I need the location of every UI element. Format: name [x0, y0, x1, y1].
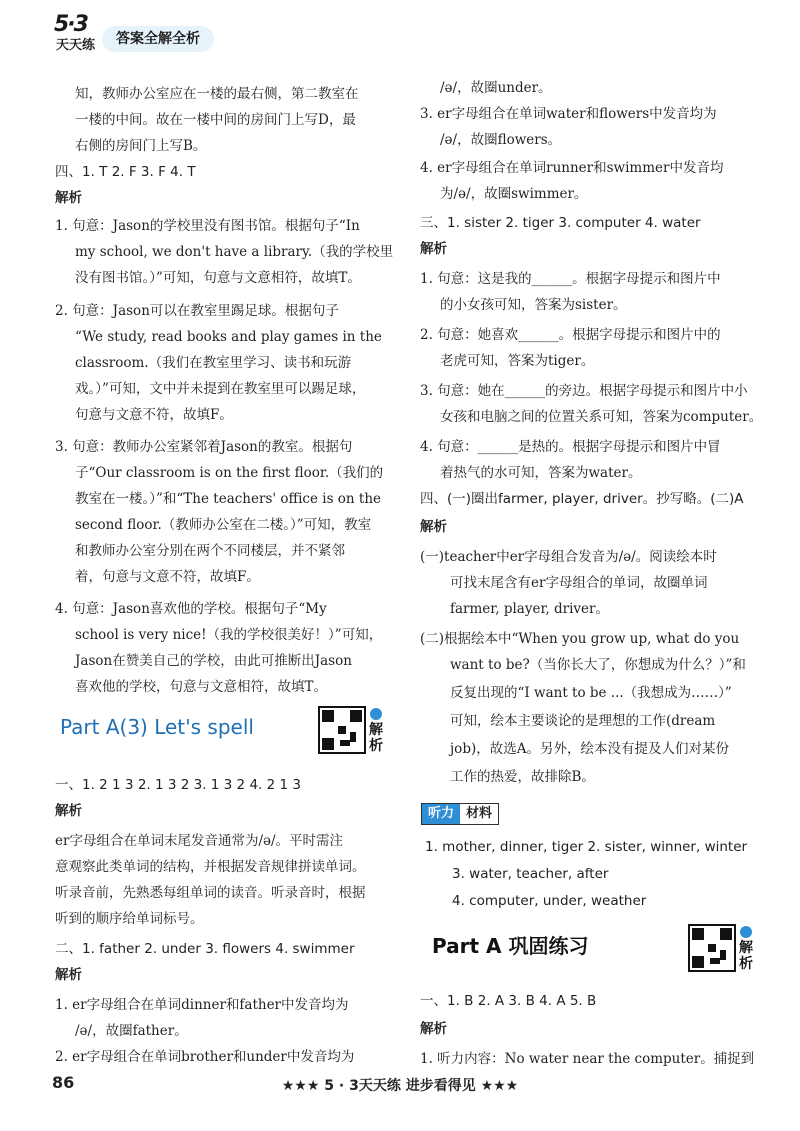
text-line: 解析: [55, 803, 82, 819]
text-line: 女孩和电脑之间的位置关系可知，答案为computer。: [440, 409, 763, 425]
text-line: 2. 句意：Jason可以在教室里踢足球。根据句子: [55, 303, 339, 319]
text-line: 3. 句意：她在______的旁边。根据字母提示和图片中小: [420, 383, 748, 399]
qr-code-icon[interactable]: [688, 924, 736, 972]
text-line: 4. 句意：Jason喜欢他的学校。根据句子“My: [55, 601, 327, 617]
text-line: 二、1. father 2. under 3. flowers 4. swimmer: [55, 941, 355, 957]
text-line: 子“Our classroom is on the first floor.（我们的: [75, 465, 384, 481]
text-line: “We study, read books and play games in the: [75, 329, 382, 345]
text-line: 和教师办公室分别在两个不同楼层，并不紧邻: [75, 543, 345, 559]
text-line: 四、1. T 2. F 3. F 4. T: [55, 164, 196, 180]
text-line: 没有图书馆。）”可知，句意与文意相符，故填T。: [75, 270, 361, 286]
text-line: farmer, player, driver。: [450, 601, 610, 617]
text-line: (一)teacher中er字母组合发音为/ə/。阅读绘本时: [420, 549, 717, 565]
text-line: my school, we don't have a library.（我的学校里: [75, 244, 394, 260]
qr-label: 解析: [739, 940, 753, 972]
text-line: 1. 句意：Jason的学校里没有图书馆。根据句子“In: [55, 218, 360, 234]
tag-material: 材料: [460, 804, 498, 824]
header-title: 答案全解全析: [102, 26, 214, 52]
qr-label: 解析: [369, 722, 383, 754]
logo-top: 5·3: [54, 12, 87, 37]
text-line: 1. er字母组合在单词dinner和father中发音均为: [55, 997, 349, 1013]
brand-logo: [52, 14, 104, 56]
text-line: 1. 听力内容：No water near the computer。捕捉到: [420, 1051, 755, 1067]
text-line: 1. mother, dinner, tiger 2. sister, winner, winter: [425, 839, 748, 855]
text-line: Jason在赞美自己的学校，由此可推断出Jason: [75, 653, 352, 669]
text-line: 教室在一楼。）”和“The teachers' office is on the: [75, 491, 382, 507]
text-line: 工作的热爱，故排除B。: [450, 769, 595, 785]
text-line: (二)根据绘本中“When you grow up, what do you: [420, 631, 740, 647]
text-line: 句意与文意不符，故填F。: [75, 407, 233, 423]
play-icon[interactable]: [370, 708, 382, 720]
text-line: 3. er字母组合在单词water和flowers中发音均为: [420, 106, 717, 122]
section-banner-lets-spell: [60, 715, 260, 749]
text-line: 解析: [55, 190, 82, 206]
section-banner-practice: [432, 930, 592, 964]
text-line: 反复出现的“I want to be ...（我想成为……）”: [450, 685, 732, 701]
text-line: 解析: [55, 967, 82, 983]
text-line: 一楼的中间。故在一楼中间的房间门上写D，最: [75, 112, 356, 128]
text-line: 听到的顺序给单词标号。: [55, 911, 204, 927]
text-line: 戏。）”可知，文中并未提到在教室里可以踢足球，: [75, 381, 366, 397]
text-line: 知，教师办公室应在一楼的最右侧，第二教室在: [75, 86, 359, 102]
text-line: 可知，绘本主要谈论的是理想的工作(dream: [450, 713, 716, 729]
text-line: 一、1. 2 1 3 2. 1 3 2 3. 1 3 2 4. 2 1 3: [55, 777, 301, 793]
text-line: 4. 句意：______是热的。根据字母提示和图片中冒: [420, 439, 721, 455]
text-line: 四、(一)圈出farmer, player, driver。抄写略。(二)A: [420, 491, 744, 507]
text-line: 的小女孩可知，答案为sister。: [440, 297, 627, 313]
text-line: classroom.（我们在教室里学习、读书和玩游: [75, 355, 352, 371]
text-line: 解析: [420, 1021, 447, 1037]
text-line: 4. er字母组合在单词runner和swimmer中发音均: [420, 160, 724, 176]
text-line: 4. computer, under, weather: [452, 893, 647, 909]
play-icon[interactable]: [740, 926, 752, 938]
text-line: 3. 句意：教师办公室紧邻着Jason的教室。根据句: [55, 439, 353, 455]
text-line: er字母组合在单词末尾发音通常为/ə/。平时需注: [55, 833, 344, 849]
text-line: /ə/，故圈flowers。: [440, 132, 562, 148]
footer-slogan: ★★★ 5 · 3天天练 进步看得见 ★★★: [281, 1078, 519, 1094]
text-line: 老虎可知，答案为tiger。: [440, 353, 595, 369]
text-line: second floor.（教师办公室在二楼。）”可知，教室: [75, 517, 372, 533]
page-number: 86: [52, 1073, 75, 1092]
text-line: 听录音前，先熟悉每组单词的读音。听录音时，根据: [55, 885, 366, 901]
text-line: /ə/，故圈under。: [440, 80, 552, 96]
banner-title: Part A 巩固练习: [432, 934, 589, 958]
text-line: 着，句意与文意不符，故填F。: [75, 569, 260, 585]
text-line: 2. 句意：她喜欢______。根据字母提示和图片中的: [420, 327, 721, 343]
text-line: /ə/，故圈father。: [75, 1023, 188, 1039]
text-line: 三、1. sister 2. tiger 3. computer 4. water: [420, 215, 701, 231]
page-footer: [0, 1073, 800, 1095]
logo-bottom: 天天练: [56, 38, 96, 53]
text-line: 1. 句意：这是我的______。根据字母提示和图片中: [420, 271, 721, 287]
text-line: 喜欢他的学校，句意与文意相符，故填T。: [75, 679, 328, 695]
text-line: school is very nice!（我的学校很美好！）”可知，: [75, 627, 383, 643]
text-line: 意观察此类单词的结构，并根据发音规律拼读单词。: [55, 859, 366, 875]
text-line: job)，故选A。另外，绘本没有提及人们对某份: [450, 741, 729, 757]
text-line: 可找末尾含有er字母组合的单词，故圈单词: [450, 575, 708, 591]
banner-title: Part A(3) Let's spell: [60, 715, 254, 739]
text-line: 右侧的房间门上写B。: [75, 138, 207, 154]
text-line: 解析: [420, 519, 447, 535]
text-line: want to be?（当你长大了，你想成为什么？）”和: [450, 657, 746, 673]
text-line: 2. er字母组合在单词brother和under中发音均为: [55, 1049, 355, 1065]
listening-material-tag: [421, 803, 499, 825]
qr-code-icon[interactable]: [318, 706, 366, 754]
text-line: 解析: [420, 241, 447, 257]
text-line: 一、1. B 2. A 3. B 4. A 5. B: [420, 993, 597, 1009]
tag-listen: 听力: [422, 804, 460, 824]
text-line: 3. water, teacher, after: [452, 866, 609, 882]
text-line: 着热气的水可知，答案为water。: [440, 465, 642, 481]
text-line: 为/ə/，故圈swimmer。: [440, 186, 588, 202]
